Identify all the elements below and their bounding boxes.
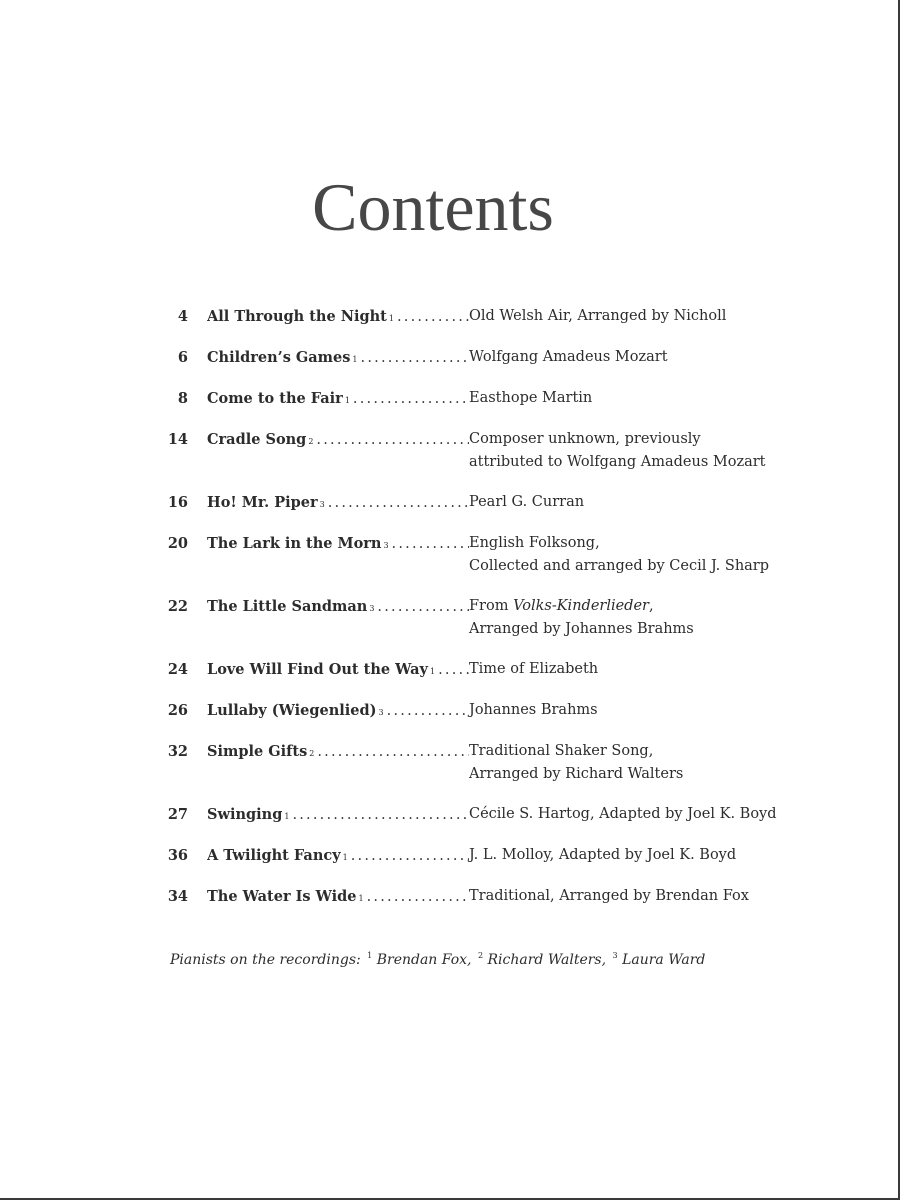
song-title-with-leader: All Through the Night 1 ..... bbox=[207, 305, 469, 329]
page-number: 22 bbox=[167, 598, 188, 615]
composer-line: Traditional, Arranged by Brendan Fox bbox=[469, 888, 749, 904]
page-number: 36 bbox=[167, 847, 188, 864]
composer-credit bbox=[469, 740, 800, 786]
song-title: The Lark in the Morn bbox=[207, 535, 382, 552]
song-title-with-leader: Simple Gifts 2 ..... bbox=[207, 740, 469, 764]
song-title: Cradle Song bbox=[207, 431, 307, 448]
song-title: The Little Sandman bbox=[207, 598, 368, 615]
composer-line: Time of Elizabeth bbox=[469, 661, 599, 677]
page-number: 4 bbox=[177, 308, 188, 325]
dot-leader bbox=[438, 659, 469, 682]
footnote-mark-2: 2 bbox=[477, 951, 484, 961]
dot-leader bbox=[397, 306, 469, 329]
song-title: Children’s Games bbox=[207, 349, 351, 366]
dot-leader bbox=[317, 741, 469, 764]
composer-credit bbox=[469, 387, 800, 410]
song-title-with-leader: Love Will Find Out the Way 1 ..... bbox=[207, 658, 469, 682]
page-number: 32 bbox=[167, 743, 188, 760]
composer-line: Easthope Martin bbox=[469, 390, 593, 406]
contents-entry bbox=[160, 803, 800, 827]
footnote-mark-3: 3 bbox=[612, 951, 618, 961]
composer-line: Composer unknown, previously bbox=[469, 431, 701, 447]
contents-entry bbox=[160, 658, 800, 682]
footnote-pianist-2: Richard Walters, bbox=[487, 952, 607, 968]
composer-credit bbox=[469, 346, 800, 369]
song-title: Come to the Fair bbox=[207, 390, 343, 407]
dot-leader bbox=[387, 700, 469, 723]
song-title: All Through the Night bbox=[207, 308, 387, 325]
contents-entry bbox=[160, 885, 800, 909]
page-number: 20 bbox=[167, 535, 188, 552]
contents-entry bbox=[160, 532, 800, 578]
composer-line: J. L. Molloy, Adapted by Joel K. Boyd bbox=[469, 847, 737, 863]
dot-leader bbox=[377, 596, 469, 619]
song-title-with-leader: Cradle Song 2 ..... bbox=[207, 428, 469, 452]
page-title: Contents bbox=[312, 169, 554, 245]
contents-entry bbox=[160, 595, 800, 641]
contents-entry bbox=[160, 387, 800, 411]
song-title-with-leader: The Lark in the Morn 3 ..... bbox=[207, 532, 469, 556]
composer-credit bbox=[469, 491, 800, 514]
song-title-with-leader: Come to the Fair 1 ..... bbox=[207, 387, 469, 411]
pianists-footnote bbox=[170, 952, 705, 968]
song-title: Simple Gifts bbox=[207, 743, 308, 760]
composer-line: Wolfgang Amadeus Mozart bbox=[469, 349, 668, 365]
contents-entry bbox=[160, 428, 800, 474]
composer-credit bbox=[469, 803, 800, 826]
song-title-with-leader: Swinging 1 ..... bbox=[207, 803, 469, 827]
contents-entry bbox=[160, 844, 800, 868]
song-title: The Water Is Wide bbox=[207, 888, 357, 905]
song-title-with-leader: Ho! Mr. Piper 3 ..... bbox=[207, 491, 469, 515]
page-number: 6 bbox=[177, 349, 188, 366]
composer-line: Cécile S. Hartog, Adapted by Joel K. Boyd bbox=[469, 806, 777, 822]
composer-line: Old Welsh Air, Arranged by Nicholl bbox=[469, 308, 727, 324]
composer-credit bbox=[469, 844, 800, 867]
footnote-prefix: Pianists on the recordings: bbox=[170, 952, 361, 968]
composer-credit bbox=[469, 885, 800, 908]
dot-leader bbox=[292, 804, 469, 827]
song-title: Ho! Mr. Piper bbox=[207, 494, 318, 511]
song-title-with-leader: A Twilight Fancy 1 ..... bbox=[207, 844, 469, 868]
composer-line: English Folksong, bbox=[469, 535, 600, 551]
song-title-with-leader: The Little Sandman 3 ..... bbox=[207, 595, 469, 619]
footnote-pianist-3: Laura Ward bbox=[622, 952, 706, 968]
dot-leader bbox=[392, 533, 469, 556]
song-title-with-leader: The Water Is Wide 1 ..... bbox=[207, 885, 469, 909]
composer-line: Arranged by Johannes Brahms bbox=[469, 621, 694, 637]
page-number: 26 bbox=[167, 702, 188, 719]
page-number: 8 bbox=[177, 390, 188, 407]
composer-line: Johannes Brahms bbox=[469, 702, 598, 718]
song-title-with-leader: Children’s Games 1 ..... bbox=[207, 346, 469, 370]
song-title-with-leader: Lullaby (Wiegenlied) 3 ..... bbox=[207, 699, 469, 723]
composer-line: Arranged by Richard Walters bbox=[469, 766, 684, 782]
dot-leader bbox=[367, 886, 469, 909]
page-number: 34 bbox=[167, 888, 188, 905]
dot-leader bbox=[361, 347, 469, 370]
song-title: A Twilight Fancy bbox=[207, 847, 341, 864]
page-number: 24 bbox=[167, 661, 188, 678]
composer-credit bbox=[469, 532, 800, 578]
contents-entry bbox=[160, 491, 800, 515]
dot-leader bbox=[328, 492, 469, 515]
dot-leader bbox=[351, 845, 469, 868]
contents-entry bbox=[160, 740, 800, 786]
song-title: Love Will Find Out the Way bbox=[207, 661, 428, 678]
footnote-mark-1: 1 bbox=[367, 951, 373, 961]
composer-credit bbox=[469, 305, 800, 328]
song-title: Swinging bbox=[207, 806, 283, 823]
song-title: Lullaby (Wiegenlied) bbox=[207, 702, 377, 719]
page-number: 27 bbox=[167, 806, 188, 823]
page-number: 14 bbox=[167, 431, 188, 448]
contents-list bbox=[160, 305, 800, 926]
footnote-pianist-1: Brendan Fox, bbox=[376, 952, 472, 968]
composer-line: Collected and arranged by Cecil J. Sharp bbox=[469, 558, 770, 574]
contents-entry bbox=[160, 305, 800, 329]
composer-line: From Volks-Kinderlieder, bbox=[469, 598, 654, 614]
composer-credit bbox=[469, 699, 800, 722]
dot-leader bbox=[353, 388, 469, 411]
composer-credit bbox=[469, 595, 800, 641]
composer-line: Pearl G. Curran bbox=[469, 494, 585, 510]
composer-line: attributed to Wolfgang Amadeus Mozart bbox=[469, 454, 766, 470]
contents-entry bbox=[160, 699, 800, 723]
composer-line: Traditional Shaker Song, bbox=[469, 743, 654, 759]
dot-leader bbox=[316, 429, 469, 452]
contents-entry bbox=[160, 346, 800, 370]
page-number: 16 bbox=[167, 494, 188, 511]
composer-credit bbox=[469, 428, 800, 474]
composer-credit bbox=[469, 658, 800, 681]
